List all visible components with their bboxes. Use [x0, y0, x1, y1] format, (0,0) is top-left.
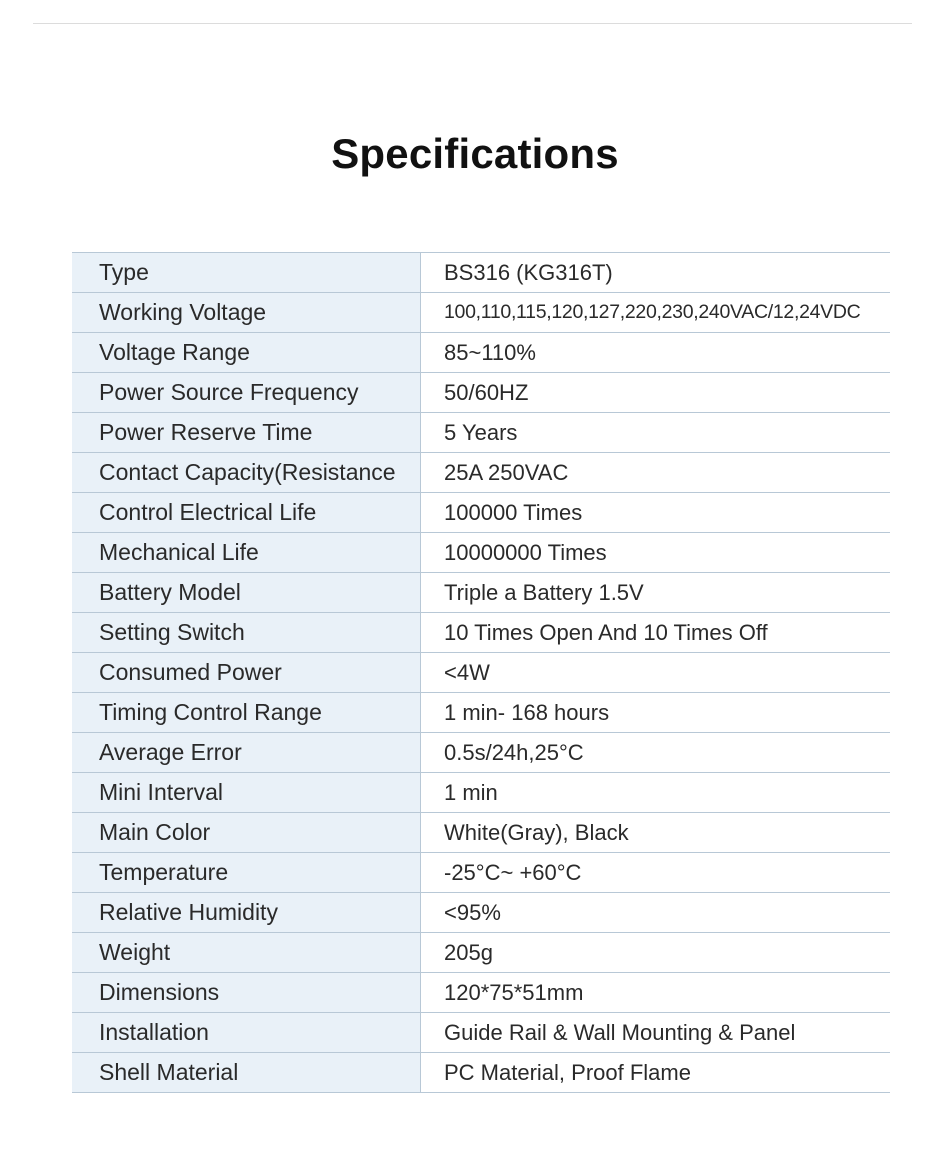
spec-row-consumed-power	[72, 653, 890, 693]
spec-value: BS316 (KG316T)	[444, 260, 613, 285]
spec-value: 25A 250VAC	[444, 460, 569, 485]
spec-row-battery-model	[72, 573, 890, 613]
spec-row-relative-humidity	[72, 893, 890, 933]
spec-row-dimensions	[72, 973, 890, 1013]
spec-label: Average Error	[72, 733, 421, 772]
spec-row-setting-switch	[72, 613, 890, 653]
spec-label: Relative Humidity	[72, 893, 421, 932]
spec-row-timing-control-range	[72, 693, 890, 733]
spec-label: Mechanical Life	[72, 533, 421, 572]
spec-label: Shell Material	[72, 1053, 421, 1092]
spec-row-average-error	[72, 733, 890, 773]
spec-value: 100,110,115,120,127,220,230,240VAC/12,24VDC	[444, 301, 861, 323]
spec-value: White(Gray), Black	[444, 820, 629, 845]
spec-row-temperature	[72, 853, 890, 893]
spec-label: Temperature	[72, 853, 421, 892]
spec-table	[72, 252, 890, 1093]
spec-row-voltage-range	[72, 333, 890, 373]
spec-label: Type	[72, 253, 421, 292]
spec-label: Voltage Range	[72, 333, 421, 372]
spec-value: 120*75*51mm	[444, 980, 584, 1005]
spec-row-working-voltage	[72, 293, 890, 333]
spec-row-mini-interval	[72, 773, 890, 813]
spec-label: Main Color	[72, 813, 421, 852]
spec-value: PC Material, Proof Flame	[444, 1060, 691, 1085]
spec-label: Working Voltage	[72, 293, 421, 332]
spec-value: 10 Times Open And 10 Times Off	[444, 620, 768, 645]
spec-label: Weight	[72, 933, 421, 972]
spec-value: 0.5s/24h,25°C	[444, 740, 584, 765]
spec-row-weight	[72, 933, 890, 973]
spec-value: 10000000 Times	[444, 540, 607, 565]
spec-row-power-reserve-time	[72, 413, 890, 453]
spec-row-power-source-frequency	[72, 373, 890, 413]
top-divider	[33, 23, 912, 24]
spec-value: Guide Rail & Wall Mounting & Panel	[444, 1020, 796, 1045]
spec-label: Consumed Power	[72, 653, 421, 692]
spec-row-shell-material	[72, 1053, 890, 1093]
spec-row-main-color	[72, 813, 890, 853]
spec-value: <95%	[444, 900, 501, 925]
spec-label: Control Electrical Life	[72, 493, 421, 532]
spec-value: 5 Years	[444, 420, 518, 445]
spec-label: Contact Capacity(Resistance	[72, 453, 421, 492]
spec-label: Setting Switch	[72, 613, 421, 652]
spec-row-control-electrical-life	[72, 493, 890, 533]
spec-label: Timing Control Range	[72, 693, 421, 732]
spec-label: Battery Model	[72, 573, 421, 612]
spec-label: Power Reserve Time	[72, 413, 421, 452]
spec-value: <4W	[444, 660, 490, 685]
spec-label: Power Source Frequency	[72, 373, 421, 412]
spec-value: 50/60HZ	[444, 380, 529, 405]
spec-value: 1 min	[444, 780, 498, 805]
spec-row-installation	[72, 1013, 890, 1053]
spec-row-mechanical-life	[72, 533, 890, 573]
spec-value: -25°C~ +60°C	[444, 860, 582, 885]
spec-label: Dimensions	[72, 973, 421, 1012]
spec-row-type	[72, 253, 890, 293]
spec-label: Installation	[72, 1013, 421, 1052]
spec-label: Mini Interval	[72, 773, 421, 812]
spec-value: Triple a Battery 1.5V	[444, 580, 644, 605]
page-title: Specifications	[331, 130, 619, 177]
spec-row-contact-capacity	[72, 453, 890, 493]
spec-value: 85~110%	[444, 340, 536, 365]
spec-value: 1 min- 168 hours	[444, 700, 610, 725]
spec-value: 100000 Times	[444, 500, 583, 525]
spec-value: 205g	[444, 940, 493, 965]
